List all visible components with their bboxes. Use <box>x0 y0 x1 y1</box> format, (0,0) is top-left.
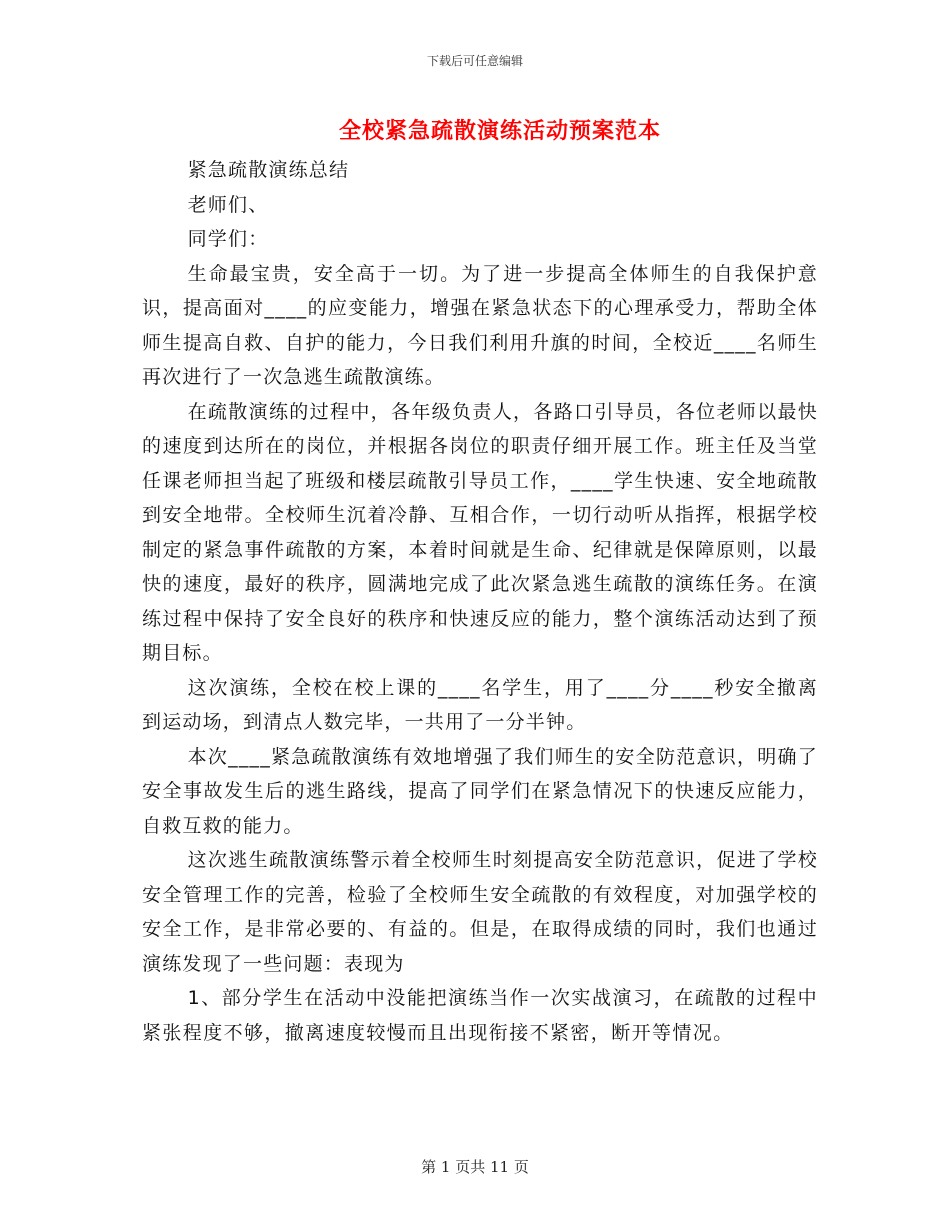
header-note: 下载后可任意编辑 <box>426 54 523 68</box>
paragraph-effect: 本次____紧急疏散演练有效地增强了我们师生的安全防范意识，明确了安全事故发生后的逃生路线，提高了同学们在紧急情况下的快速反应能力，自救互救的能力。 <box>142 745 818 837</box>
paragraph-process: 在疏散演练的过程中，各年级负责人，各路口引导员，各位老师以最快的速度到达所在的岗位，并根据各岗位的职责仔细开展工作。班主任及当堂任课老师担当起了班级和楼层疏散引导员工作，____学生快速、安全地疏散到安全地带。全校师生沉着冷静、互相合作，一切行动听从指挥，根据学校制定的紧急事件疏散的方案，本着时间就是生命、纪律就是保障原则，以最快的速度，最好的秩序，圆满地完成了此次紧急逃生疏散的演练任务。在演练过程中保持了安全良好的秩序和快速反应的能力，整个演练活动达到了预期目标。 <box>142 400 818 664</box>
paragraph-salutation-teachers: 老师们、 <box>187 193 269 216</box>
paragraph-salutation-students: 同学们： <box>187 228 269 250</box>
paragraph-heading: 紧急疏散演练总结 <box>187 159 350 181</box>
document-body <box>142 153 818 1050</box>
paragraph-problem-1: 1、部分学生在活动中没能把演练当作一次实战演习，在疏散的过程中紧张程度不够，撤离速度较慢而且出现衔接不紧密，断开等情况。 <box>142 987 818 1044</box>
paragraph-warning: 这次逃生疏散演练警示着全校师生时刻提高安全防范意识，促进了学校安全管理工作的完善，检验了全校师生安全疏散的有效程度，对加强学校的安全工作，是非常必要的、有益的。但是，在取得成绩的同时，我们也通过演练发现了一些问题：表现为 <box>142 849 818 975</box>
page-footer: 第 1 页共 11 页 <box>421 1158 529 1176</box>
document-title: 全校紧急疏散演练活动预案范本 <box>338 118 661 144</box>
paragraph-timing: 这次演练，全校在校上课的____名学生，用了____分____秒安全撤离到运动场，到清点人数完毕，一共用了一分半钟。 <box>142 676 818 733</box>
paragraph-intro: 生命最宝贵，安全高于一切。为了进一步提高全体师生的自我保护意识，提高面对____的应变能力，增强在紧急状态下的心理承受力，帮助全体师生提高自救、自护的能力，今日我们利用升旗的时间，全校近____名师生再次进行了一次急逃生疏散演练。 <box>142 262 818 388</box>
